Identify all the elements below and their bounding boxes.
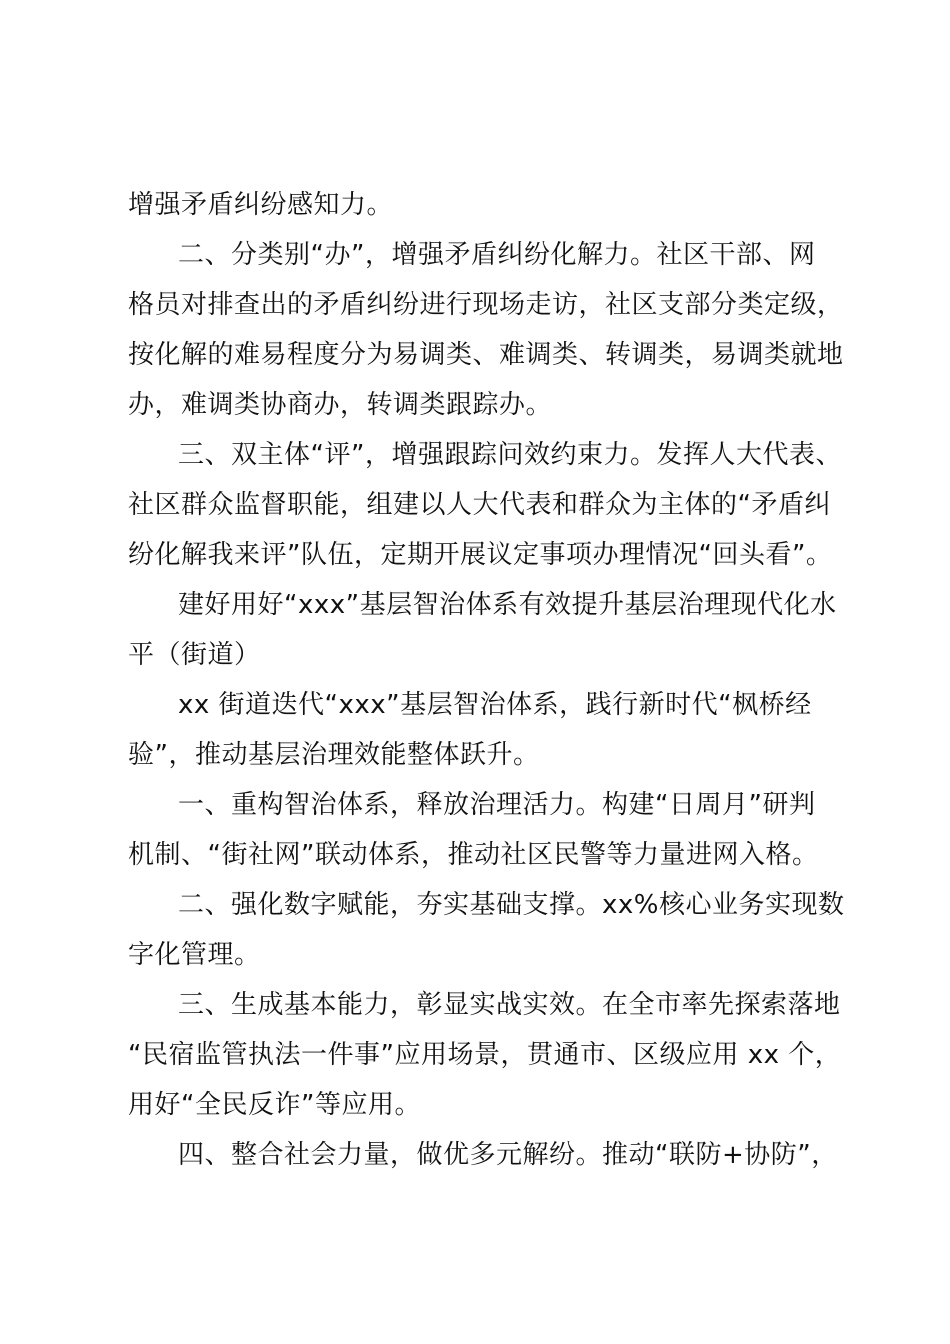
text-line: 用好“全民反诈”等应用。	[128, 1090, 421, 1120]
text-line: 字化管理。	[128, 940, 261, 970]
heading-line: 平（街道）	[128, 640, 261, 670]
text-line: “民宿监管执法一件事”应用场景，贯通市、区级应用 xx 个，	[128, 1040, 842, 1070]
heading-line: 建好用好“xxx”基层智治体系有效提升基层治理现代化水	[178, 590, 837, 620]
text-line: 办，难调类协商办，转调类跟踪办。	[128, 390, 553, 420]
text-line: 验”，推动基层治理效能整体跃升。	[128, 740, 540, 770]
text-line: xx 街道迭代“xxx”基层智治体系，践行新时代“枫桥经	[178, 690, 812, 720]
text-line: 二、强化数字赋能，夯实基础支撑。xx%核心业务实现数	[178, 890, 845, 920]
text-line: 机制、“街社网”联动体系，推动社区民警等力量进网入格。	[128, 840, 819, 870]
text-line: 四、整合社会力量，做优多元解纷。推动“联防+协防”，	[178, 1140, 838, 1170]
text-line: 社区群众监督职能，组建以人大代表和群众为主体的“矛盾纠	[128, 490, 831, 520]
text-line: 一、重构智治体系，释放治理活力。构建“日周月”研判	[178, 790, 816, 820]
text-line: 三、双主体“评”，增强跟踪问效约束力。发挥人大代表、	[178, 440, 842, 470]
text-line: 二、分类别“办”，增强矛盾纠纷化解力。社区干部、网	[178, 240, 816, 270]
text-line: 增强矛盾纠纷感知力。	[128, 190, 394, 220]
text-line: 按化解的难易程度分为易调类、难调类、转调类，易调类就地	[128, 340, 844, 370]
text-line: 格员对排查出的矛盾纠纷进行现场走访，社区支部分类定级，	[128, 290, 844, 320]
text-line: 三、生成基本能力，彰显实战实效。在全市率先探索落地	[178, 990, 841, 1020]
text-line: 纷化解我来评”队伍，定期开展议定事项办理情况“回头看”。	[128, 540, 833, 570]
